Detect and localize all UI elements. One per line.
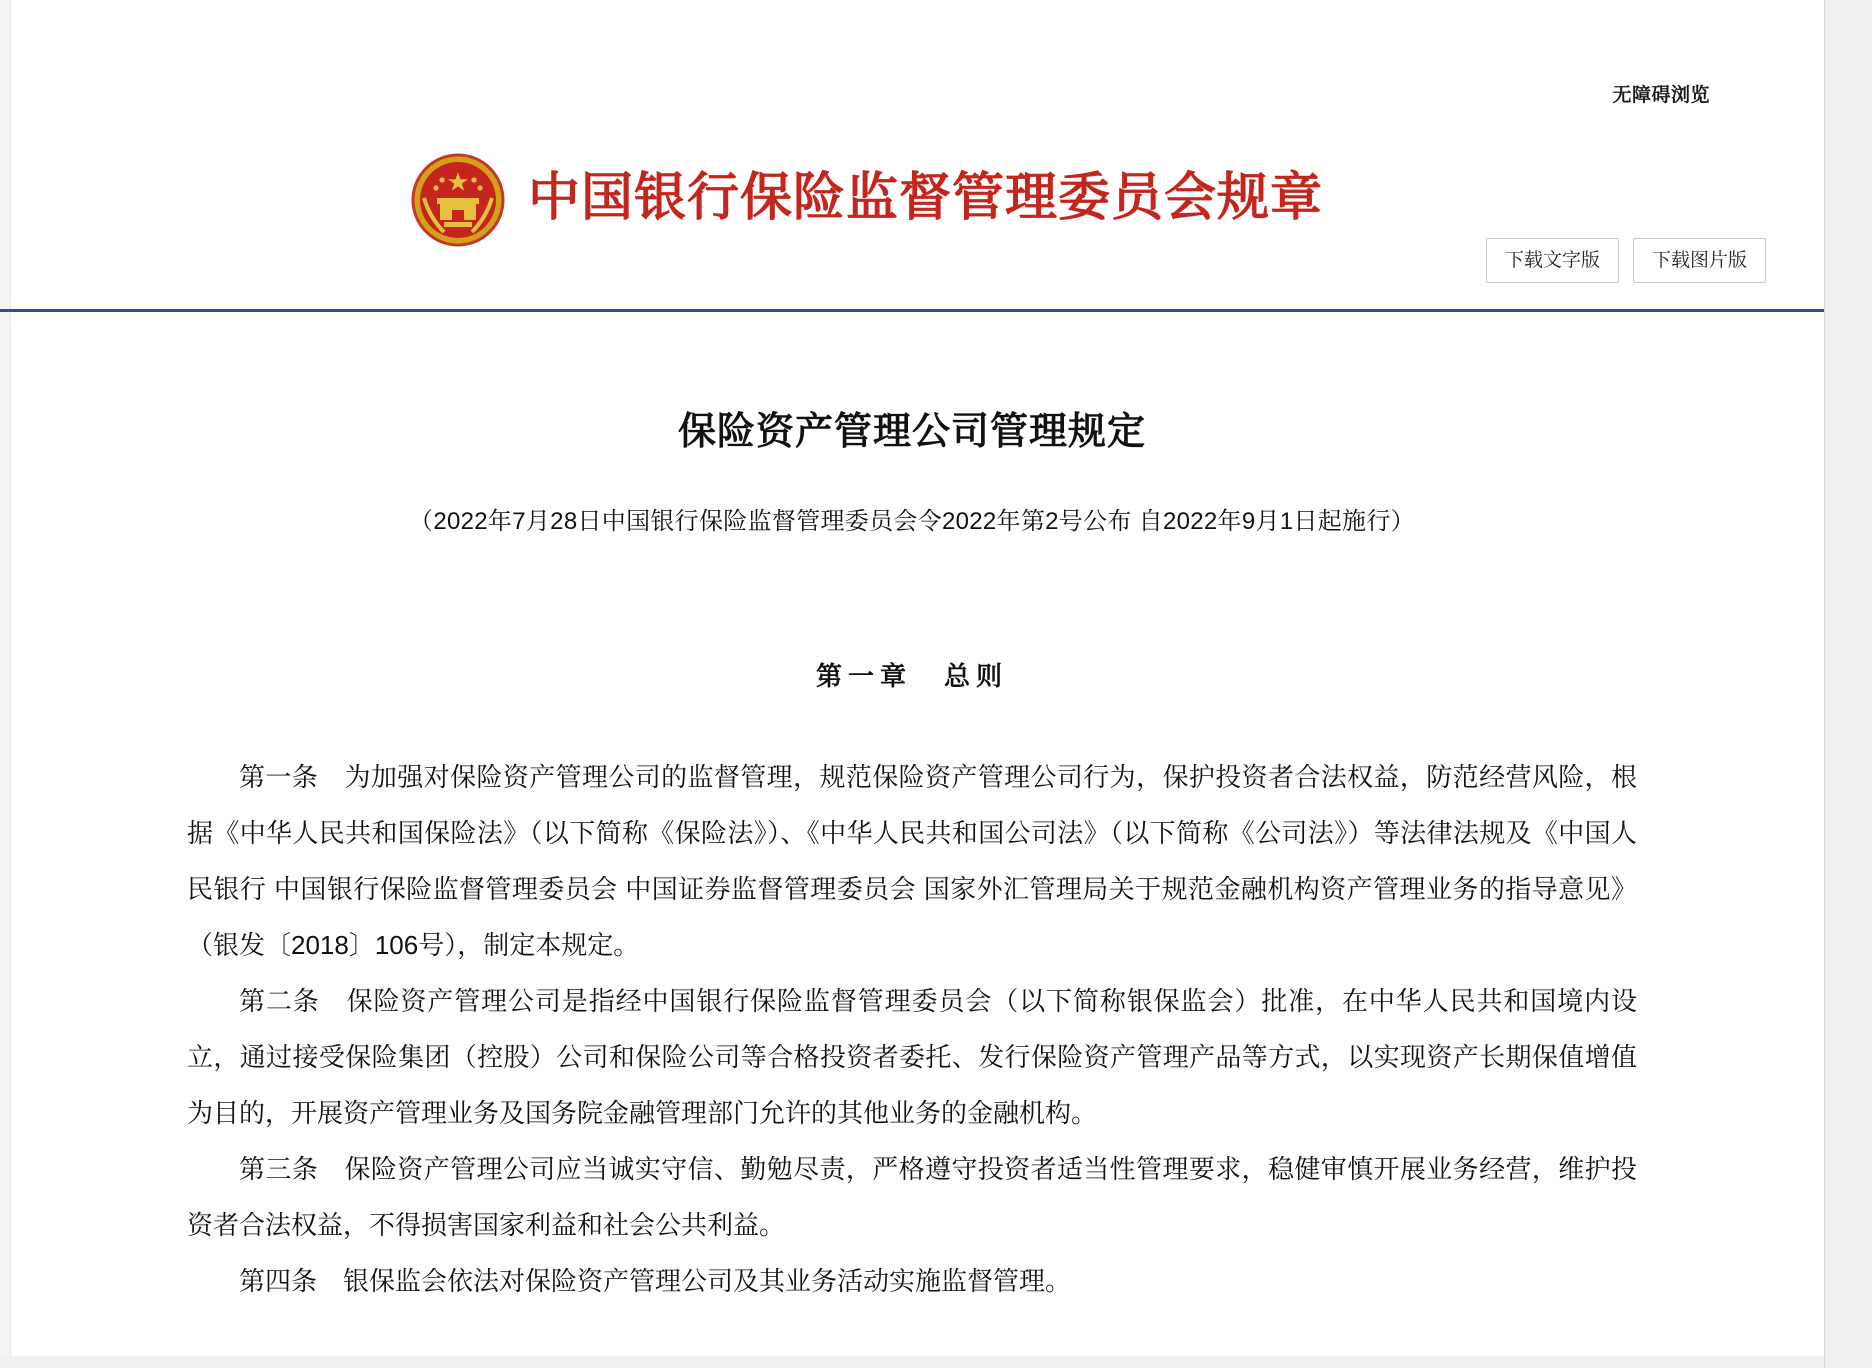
page-right-gutter: [1824, 0, 1872, 1368]
national-emblem-icon: [410, 152, 506, 248]
article-paragraph: 第一条 为加强对保险资产管理公司的监督管理，规范保险资产管理公司行为，保护投资者合法权益，防范经营风险，根据《中华人民共和国保险法》（以下简称《保险法》）、《中华人民共和国公司法》（以下简称《公司法》）等法律法规及《中国人民银行 中国银行保险监督管理委员会 中国证券监督管理委员会 国家外汇管理局关于规范金融机构资产管理业务的指导意见》（银发〔2018〕106号），制定本规定。: [187, 762, 1637, 960]
article-paragraph: 第三条 保险资产管理公司应当诚实守信、勤勉尽责，严格遵守投资者适当性管理要求，稳健审慎开展业务经营，维护投资者合法权益，不得损害国家利益和社会公共利益。: [187, 1154, 1637, 1240]
document-body: [0, 312, 1824, 1309]
article-paragraph: 第二条 保险资产管理公司是指经中国银行保险监督管理委员会（以下简称银保监会）批准，在中华人民共和国境内设立，通过接受保险集团（控股）公司和保险公司等合格投资者委托、发行保险资产管理产品等方式，以实现资产长期保值增值为目的，开展资产管理业务及国务院金融管理部门允许的其他业务的金融机构。: [187, 986, 1637, 1128]
page-bottom-edge: [0, 1356, 1824, 1368]
article-list: [187, 749, 1637, 1309]
document-title: 保险资产管理公司管理规定: [677, 411, 1146, 453]
download-image-version-button[interactable]: 下载图片版: [1633, 238, 1766, 283]
chapter-heading: 第一章 总则: [815, 661, 1008, 691]
accessibility-browse-link[interactable]: 无障碍浏览: [1612, 85, 1710, 106]
document-subtitle: （2022年7月28日中国银行保险监督管理委员会令2022年第2号公布 自2022年9月1日起施行）: [409, 508, 1415, 535]
article-paragraph: 第四条 银保监会依法对保险资产管理公司及其业务活动实施监督管理。: [239, 1266, 1072, 1296]
site-title: 中国银行保险监督管理委员会规章: [528, 169, 1324, 227]
site-masthead: [0, 130, 1824, 312]
download-button-group: [1486, 238, 1766, 283]
download-text-version-button[interactable]: 下载文字版: [1486, 238, 1619, 283]
